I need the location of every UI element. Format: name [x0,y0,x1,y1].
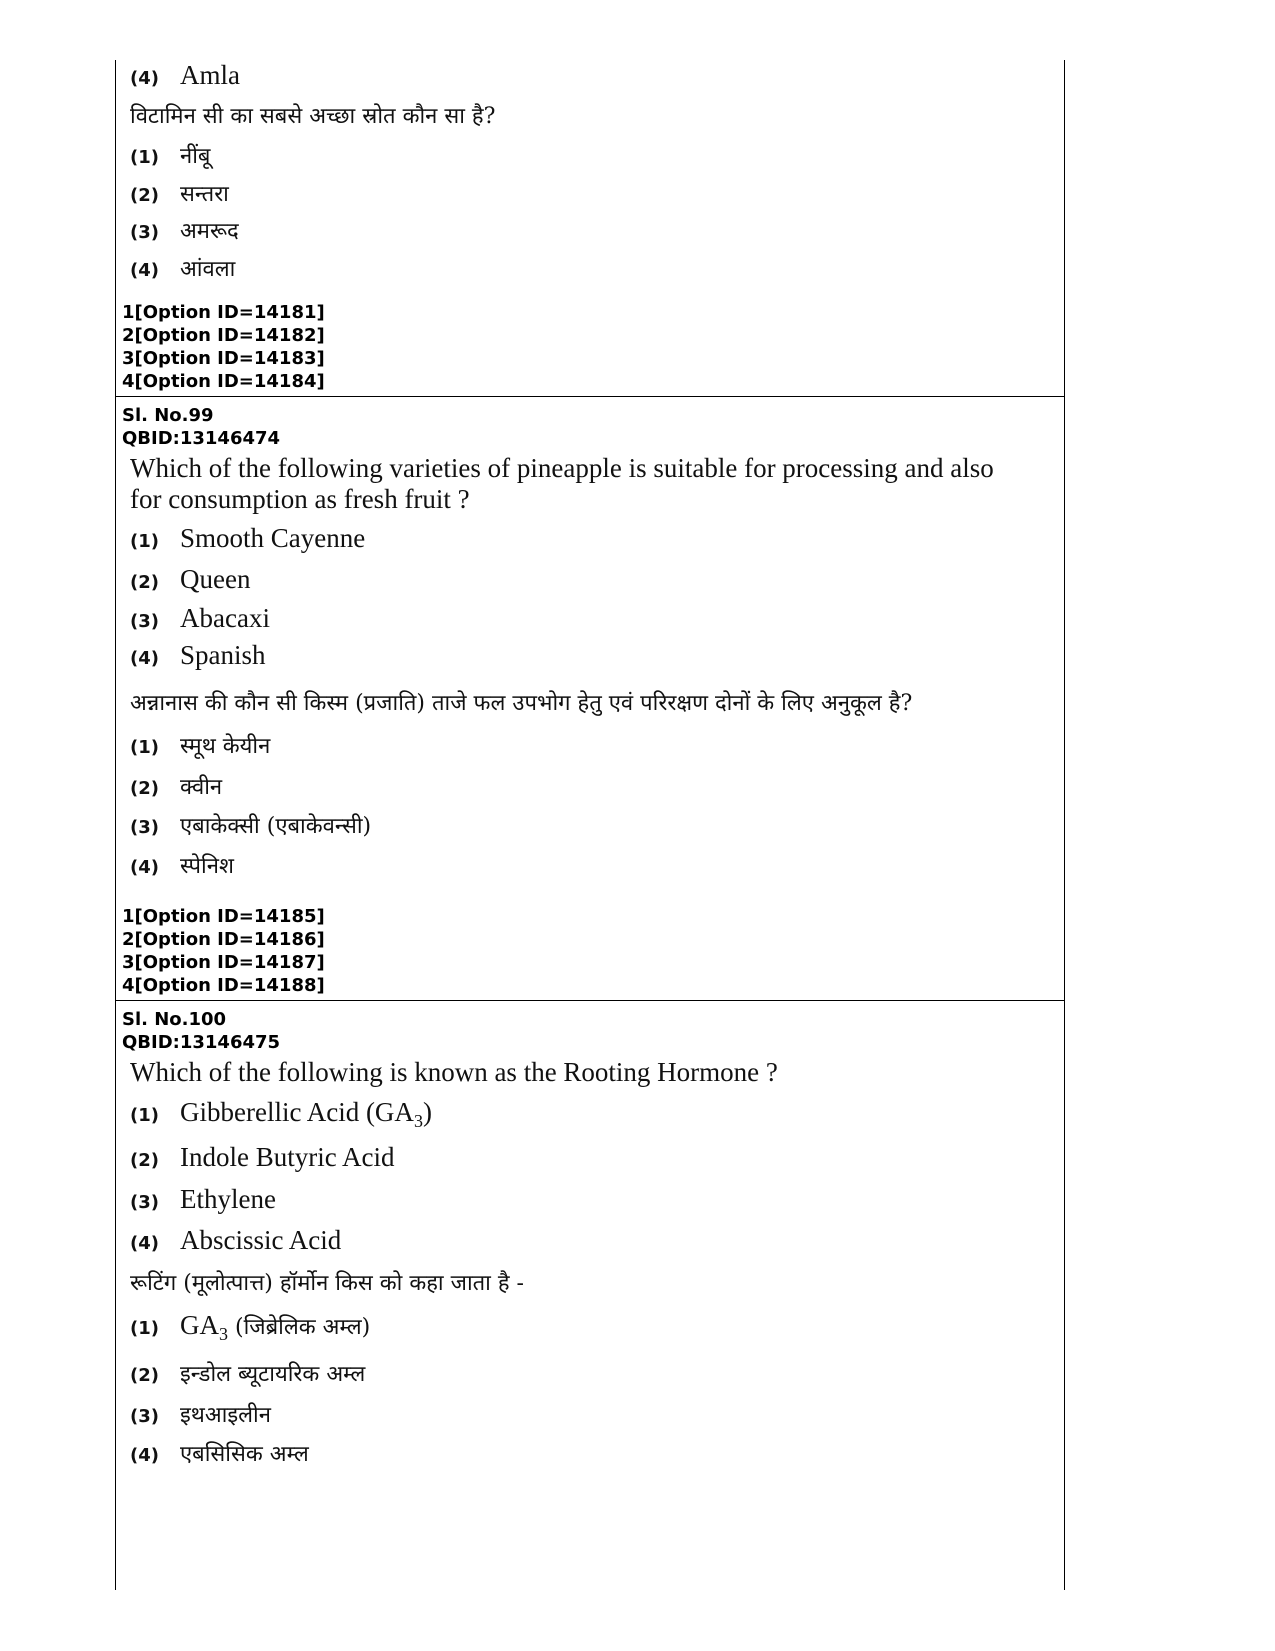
option-number: (2) [130,185,159,206]
q98-hindi-option-4 [130,253,235,283]
option-text-main: GA [180,1310,219,1340]
option-text: स्पेनिश [180,854,234,879]
q98-option-ids [122,301,325,393]
q98-hindi-question: विटामिन सी का सबसे अच्छा स्रोत कौन सा है? [130,104,496,129]
q100-hindi-option-3 [130,1399,271,1429]
q100-option-2 [130,1142,394,1173]
option-id: 4[Option ID=14184] [122,371,325,392]
option-id: 3[Option ID=14183] [122,348,325,369]
q99-hindi-option-4 [130,850,234,880]
qbid: QBID:13146474 [122,428,281,449]
q99-option-1 [130,523,365,554]
option-text: इन्डोल ब्यूटायरिक अम्ल [180,1362,366,1387]
option-id: 3[Option ID=14187] [122,952,325,973]
option-number: (4) [130,1233,159,1254]
option-number: (3) [130,1406,159,1427]
option-number: (1) [130,737,159,758]
option-number: (4) [130,260,159,281]
option-text: Indole Butyric Acid [180,1142,395,1172]
option-id: 4[Option ID=14188] [122,975,325,996]
q98-hindi-option-2 [130,178,229,208]
option-number: (4) [130,648,159,669]
option-text: इथआइलीन [180,1403,271,1428]
q99-hindi-option-2 [130,771,222,801]
subscript: 3 [413,1111,423,1131]
q100-hindi-option-1 [130,1310,370,1345]
option-number: (2) [130,572,159,593]
q99-option-3 [130,603,270,634]
q99-option-4 [130,640,266,671]
option-text: Queen [180,564,251,594]
option-text: Abacaxi [180,603,270,633]
q99-question: Which of the following varieties of pineapple is suitable for processing and also for consumption as fresh fruit ? [130,453,994,514]
option-id: 2[Option ID=14186] [122,929,325,950]
q99-hindi-option-3 [130,810,371,840]
option-id: 2[Option ID=14182] [122,325,325,346]
option-text: एबाकेक्सी (एबाकेवन्सी) [180,814,372,839]
q99-option-2 [130,564,250,595]
question-paper-frame [115,60,1065,1590]
subscript: 3 [219,1324,228,1344]
option-text: नींबू [180,144,211,169]
option-text: अमरूद [180,219,239,244]
option-number: (1) [130,147,159,168]
option-number: (4) [130,68,159,89]
q100-hindi-option-2 [130,1358,365,1388]
q100-hindi-question: रूटिंग (मूलोत्पात्त) हॉर्मोन किस को कहा जाता है - [130,1271,524,1296]
option-text: Spanish [180,640,266,670]
option-text: Amla [180,60,240,90]
serial-number: Sl. No.100 [122,1009,227,1030]
option-text: क्वीन [180,775,223,800]
option-number: (2) [130,778,159,799]
option-text-tail: (जिब्रेलिक अम्ल) [228,1315,371,1340]
option-number: (3) [130,817,159,838]
option-number: (4) [130,1445,159,1466]
option-text [180,1097,432,1131]
option-text-main: Gibberellic Acid (GA [180,1097,414,1127]
q99-hindi-question: अन्नानास की कौन सी किस्म (प्रजाति) ताजे फल उपभोग हेतु एवं परिरक्षण दोनों के लिए अनुकूल है? [130,691,913,716]
serial-number: Sl. No.99 [122,405,214,426]
q100-option-4 [130,1225,341,1256]
q100-question: Which of the following is known as the Rooting Hormone ? [130,1057,778,1087]
option-number: (3) [130,1192,159,1213]
q99-hindi-option-1 [130,730,270,760]
q100-option-1 [130,1097,432,1132]
option-id: 1[Option ID=14181] [122,302,325,323]
qbid: QBID:13146475 [122,1032,281,1053]
option-number: (2) [130,1150,159,1171]
option-number: (1) [130,1105,159,1126]
option-number: (1) [130,1318,159,1339]
option-text: Ethylene [180,1184,276,1214]
q98-hindi-option-1 [130,140,210,170]
q100-header [122,1008,280,1054]
option-text-tail: ) [422,1097,432,1127]
option-number: (2) [130,1365,159,1386]
q100-hindi-option-4 [130,1438,309,1468]
option-text: स्मूथ केयीन [180,734,271,759]
option-text: सन्तरा [180,182,229,207]
option-number: (3) [130,611,159,632]
option-number: (1) [130,531,159,552]
divider [116,396,1064,397]
divider [116,1000,1064,1001]
option-number: (3) [130,222,159,243]
option-text: एबसिसिक अम्ल [180,1442,309,1467]
option-number: (4) [130,857,159,878]
q100-option-3 [130,1184,276,1215]
q99-header [122,404,280,450]
q98-hindi-option-3 [130,215,239,245]
option-text: Smooth Cayenne [180,523,366,553]
option-text: आंवला [180,257,236,282]
option-text: Abscissic Acid [180,1225,342,1255]
option-id: 1[Option ID=14185] [122,906,325,927]
q98-option-4 [130,60,240,91]
option-text [180,1310,371,1344]
q99-option-ids [122,905,325,997]
